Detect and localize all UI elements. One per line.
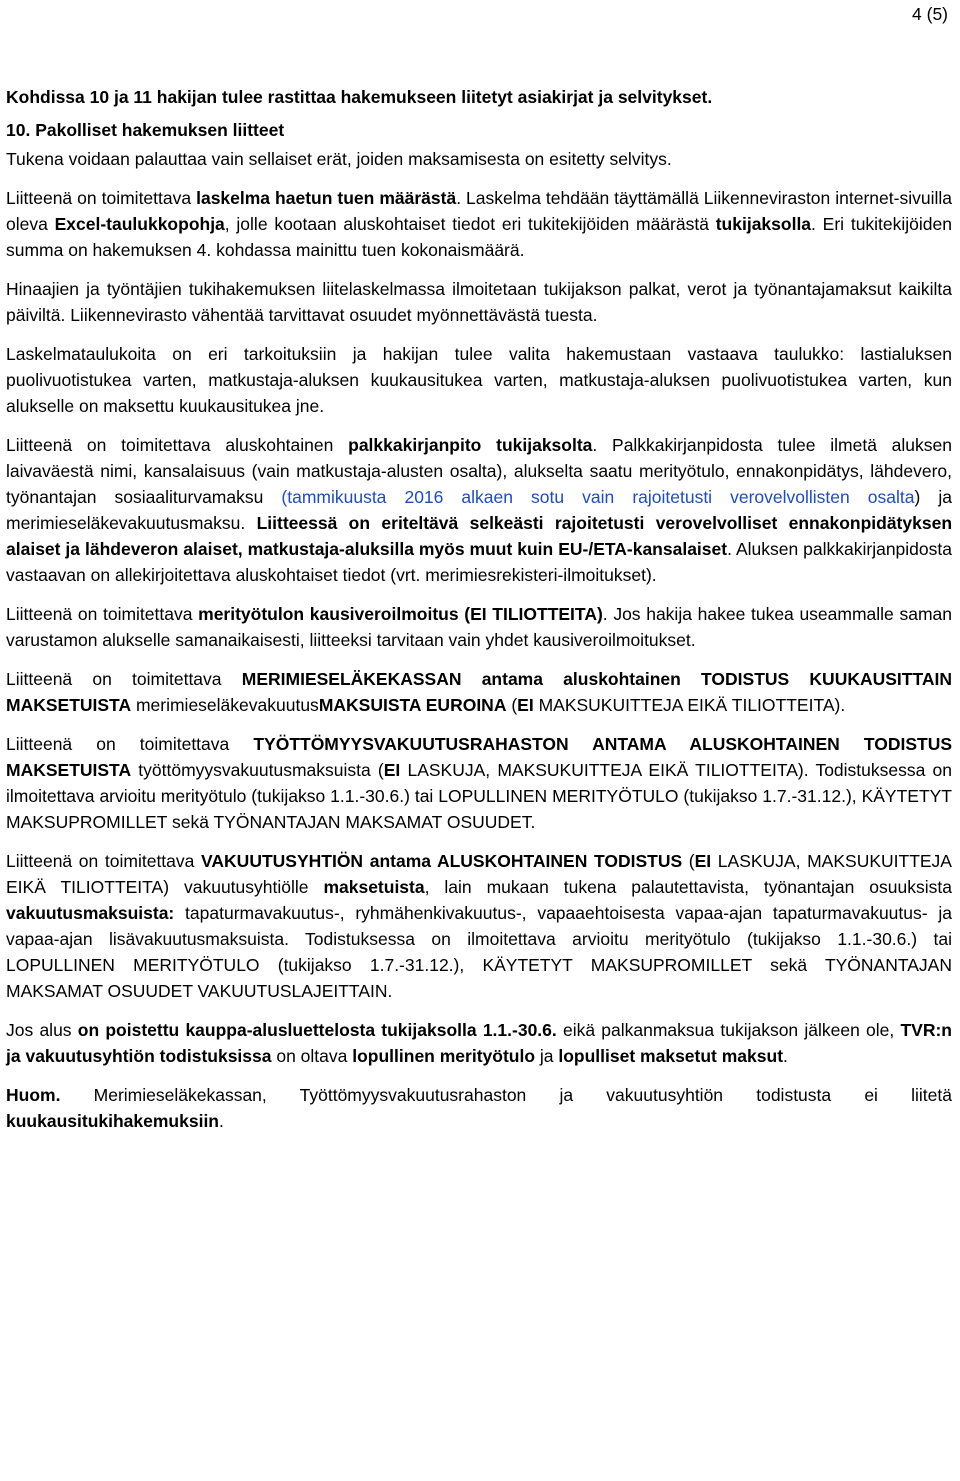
paragraph-insurance: Liitteenä on toimitettava VAKUUTUSYHTIÖN antama ALUSKOHTAINEN TODISTUS (EI LASKUJA, MAKSUKUITTEJA EIKÄ TILIOTTEITA) vakuutusyhtiölle maksetuista, lain mukaan tukena palautettavista, työnantajan osuuksista vakuutusmaksuista: tapaturmavakuutus-, ryhmähenkivakuutus-, vapaaehtoisesta vapaa-ajan tapaturmavakuutus- ja vapaa-ajan lisävakuutusmaksuista. Todistuksessa on ilmoitettava arvioitu merityötulo (tukijakso 1.1.-30.6.) tai LOPULLINEN MERITYÖTULO (tukijakso 1.7.-31.12.), KÄYTETYT MAKSUPROMILLET sekä TYÖNANTAJAN MAKSAMAT OSUUDET VAKUUTUSLAJEITTAIN. (6, 851, 952, 1001)
section-title: 10. Pakolliset hakemuksen liitteet (6, 120, 285, 140)
paragraph-tables: Laskelmataulukoita on eri tarkoituksiin ja hakijan tulee valita hakemustaan vastaava taulukko: lastialuksen puolivuotistukea varten, matkustaja-aluksen kuukausitukea varten, matkustaja-aluksen puolivuotistukea varten, kun alukselle on maksettu kuukausitukea jne. (6, 344, 952, 416)
section-intro: Tukena voidaan palauttaa vain sellaiset erät, joiden maksamisesta on esitetty selvitys. (6, 149, 672, 169)
paragraph-removed-vessel: Jos alus on poistettu kauppa-alusluettelosta tukijaksolla 1.1.-30.6. eikä palkanmaksua tukijakson jälkeen ole, TVR:n ja vakuutusyhtiön todistuksissa on oltava lopullinen merityötulo ja lopulliset maksetut maksut. (6, 1020, 953, 1066)
paragraph-unemployment-fund: Liitteenä on toimitettava TYÖTTÖMYYSVAKUUTUSRAHASTON ANTAMA ALUSKOHTAINEN TODISTUS MAKSETUISTA työttömyysvakuutusmaksuista (EI LASKUJA, MAKSUKUITTEJA EIKÄ TILIOTTEITA). Todistuksessa on ilmoitettava arvioitu merityötulo (tukijakso 1.1.-30.6.) tai LOPULLINEN MERITYÖTULO (tukijakso 1.7.-31.12.), KÄYTETYT MAKSUPROMILLET sekä TYÖNANTAJAN MAKSAMAT OSUUDET. (6, 734, 953, 832)
highlighted-note: (tammikuusta 2016 alkaen sotu vain rajoitetusti verovelvollisten osalta (281, 487, 915, 507)
paragraph-payroll: Liitteenä on toimitettava aluskohtainen palkkakirjanpito tukijaksolta. Palkkakirjanpidosta tulee ilmetä aluksen laivaväestä nimi, kansalaisuus (vain matkustaja-alusten osalta), alukselta saatu merityötulo, ennakonpidätys, lähdevero, työnantajan sosiaaliturvamaksu (tammikuusta 2016 alkaen sotu vain rajoitetusti verovelvollisten osalta) ja merimieseläkevakuutusmaksu. Liitteessä on eriteltävä selkeästi rajoitetusti verovelvolliset ennakonpidätyksen alaiset ja lähdeveron alaiset, matkustaja-aluksilla myös muut kuin EU-/ETA-kansalaiset. Aluksen palkkakirjanpidosta vastaavan on allekirjoitettava aluskohtaiset tiedot (vrt. merimiesrekisteri-ilmoitukset). (6, 435, 953, 585)
paragraph-pension-fund: Liitteenä on toimitettava MERIMIESELÄKEKASSAN antama aluskohtainen TODISTUS KUUKAUSITTAIN MAKSETUISTA merimieseläkevakuutusMAKSUISTA EUROINA (EI MAKSUKUITTEJA EIKÄ TILIOTTEITA). (6, 669, 953, 715)
intro-heading: Kohdissa 10 ja 11 hakijan tulee rastittaa hakemukseen liitetyt asiakirjat ja selvitykset. (6, 87, 713, 107)
paragraph-tugboats: Hinaajien ja työntäjien tukihakemuksen liitelaskelmassa ilmoitetaan tukijakson palkat, verot ja työnantajamaksut kaikilta päiviltä. Liikennevirasto vähentää tarvittavat osuudet myönnettävästä tuesta. (6, 279, 952, 325)
document-body (6, 84, 952, 1147)
paragraph-tax-report: Liitteenä on toimitettava merityötulon kausiveroilmoitus (EI TILIOTTEITA). Jos hakija hakee tukea useammalle saman varustamon alukselle samanaikaisesti, liitteeksi tarvitaan vain yhdet kausiveroilmoitukset. (6, 604, 952, 650)
paragraph-note: Huom. Merimieseläkekassan, Työttömyysvakuutusrahaston ja vakuutusyhtiön todistusta ei liitetä kuukausitukihakemuksiin. (6, 1085, 952, 1131)
paragraph-calculation: Liitteenä on toimitettava laskelma haetun tuen määrästä. Laskelma tehdään täyttämällä Liikenneviraston internet-sivuilla oleva Excel-taulukkopohja, jolle kootaan aluskohtaiset tiedot eri tukitekijöiden määrästä tukijaksolla. Eri tukitekijöiden summa on hakemuksen 4. kohdassa mainittu tuen kokonaismäärä. (6, 188, 952, 260)
page-number: 4 (5) (912, 4, 948, 24)
